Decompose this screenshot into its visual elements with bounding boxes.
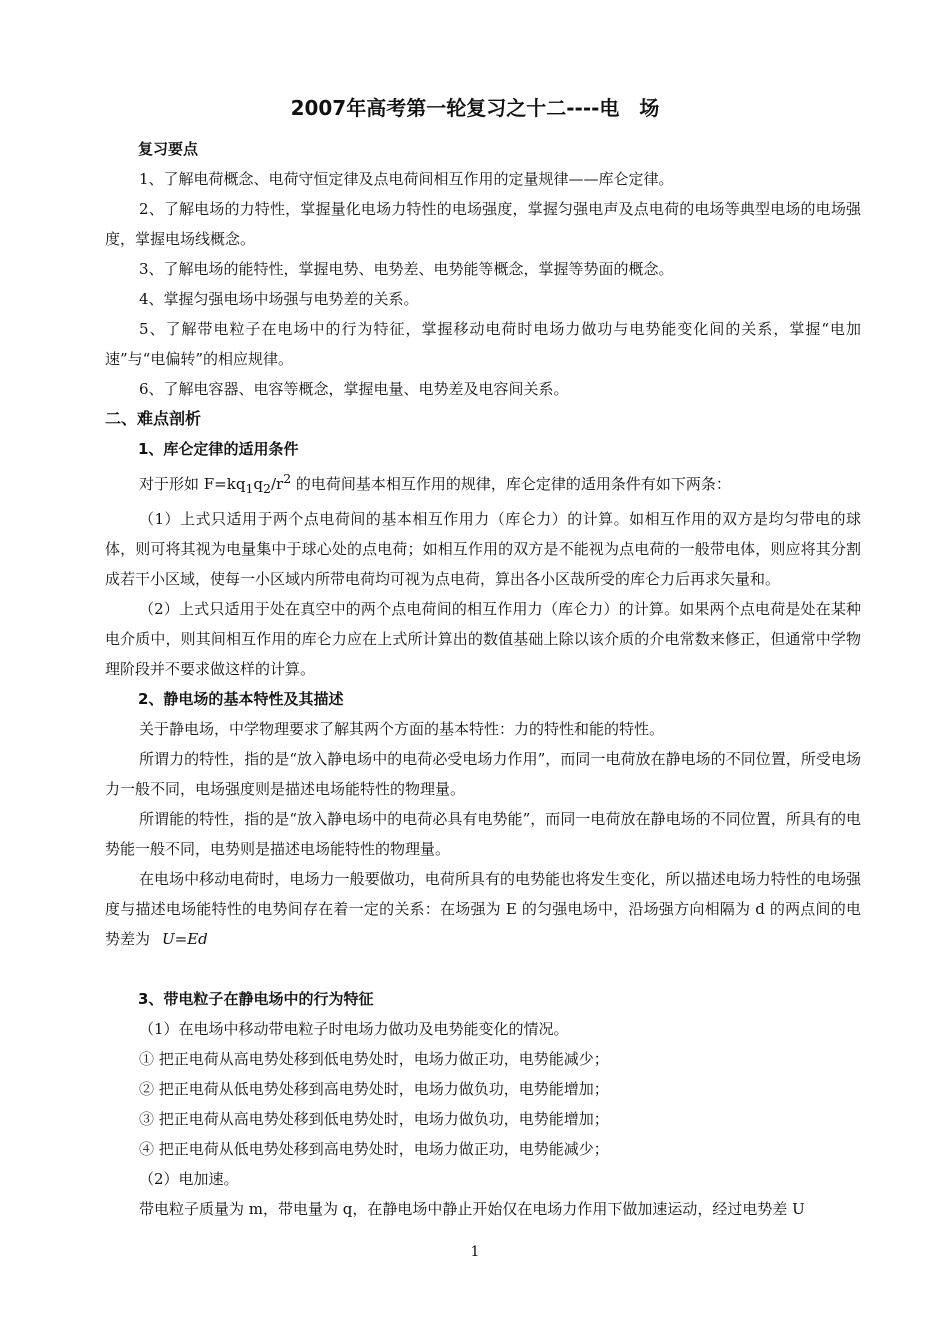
paragraph: （2）电加速。: [139, 1170, 239, 1188]
spacer: [105, 954, 861, 984]
paragraph-text: 在电场中移动电荷时，电场力一般要做功，电荷所具有的电势能也将发生变化，所以描述电场力特性的电场强度与描述电场能特性的电势间存在着一定的关系：在场强为 E 的匀强电场中，沿场强方向相隔为 d 的两点间的电势差为: [105, 870, 861, 948]
paragraph-text: 的电荷间基本相互作用的规律，库仑定律的适用条件有如下两条：: [291, 475, 731, 493]
formula: U=Ed: [162, 930, 208, 948]
review-item: 5、了解带电粒子在电场中的行为特征，掌握移动电荷时电场力做功与电势能变化间的关系，掌握“电加速”与“电偏转”的相应规律。: [105, 320, 861, 368]
list-item: ④ 把正电荷从低电势处移到高电势处时，电场力做正功，电势能减少；: [139, 1140, 609, 1158]
review-item: 6、了解电容器、电容等概念，掌握电量、电势差及电容间关系。: [139, 380, 569, 398]
formula-sub: 1: [245, 481, 254, 496]
paragraph: （1）在电场中移动带电粒子时电场力做功及电势能变化的情况。: [139, 1020, 569, 1038]
review-item: 1、了解电荷概念、电荷守恒定律及点电荷间相互作用的定量规律——库仑定律。: [139, 170, 674, 188]
section-heading: 二、难点剖析: [105, 409, 202, 428]
paragraph: （2）上式只适用于处在真空中的两个点电荷间的相互作用力（库仑力）的计算。如果两个点电荷是处在某种电介质中，则其间相互作用的库仑力应在上式所计算出的数值基础上除以该介质的介电常数来修正，但通常中学物理阶段并不要求做这样的计算。: [105, 600, 861, 678]
formula-text: q: [253, 475, 263, 493]
review-heading: 复习要点: [138, 140, 199, 158]
review-item: 4、掌握匀强电场中场强与电势差的关系。: [139, 290, 419, 308]
subsection-heading: 2、静电场的基本特性及其描述: [138, 690, 344, 708]
page-number: 1: [470, 1244, 480, 1260]
paragraph: （1）上式只适用于两个点电荷间的基本相互作用力（库仑力）的计算。如相互作用的双方是均匀带电的球体，则可将其视为电量集中于球心处的点电荷；如相互作用的双方是不能视为点电荷的一般带电体，则应将其分割成若干小区域，使每一小区域内所带电荷均可视为点电荷，算出各小区哉所受的库仑力后再求矢量和。: [105, 510, 861, 588]
subsection-heading: 1、库仑定律的适用条件: [138, 440, 299, 458]
paragraph: 带电粒子质量为 m，带电量为 q，在静电场中静止开始仅在电场力作用下做加速运动，经过电势差 U: [139, 1200, 805, 1218]
page-title: 2007年高考第一轮复习之十二----电 场: [290, 96, 660, 120]
paragraph: [105, 864, 861, 954]
formula-text: 对于形如 F=kq: [139, 475, 246, 493]
formula-text: /r: [270, 475, 284, 493]
document-body: [105, 134, 861, 1224]
paragraph: 所谓能的特性，指的是“放入静电场中的电荷必具有电势能”，而同一电荷放在静电场的不同位置，所具有的电势能一般不同，电势则是描述电场能特性的物理量。: [105, 810, 861, 858]
list-item: ③ 把正电荷从高电势处移到低电势处时，电场力做负功，电势能增加；: [139, 1110, 609, 1128]
paragraph: 关于静电场，中学物理要求了解其两个方面的基本特性：力的特性和能的特性。: [139, 720, 665, 738]
list-item: ② 把正电荷从低电势处移到高电势处时，电场力做负功，电势能增加；: [139, 1080, 609, 1098]
paragraph: 所谓力的特性，指的是“放入静电场中的电荷必受电场力作用”，而同一电荷放在静电场的不同位置，所受电场力一般不同，电场强度则是描述电场能特性的物理量。: [105, 750, 861, 798]
formula-sup: 2: [283, 471, 292, 486]
subsection-heading: 3、带电粒子在静电场中的行为特征: [138, 990, 374, 1008]
review-item: 2、了解电场的力特性，掌握量化电场力特性的电场强度，掌握匀强电声及点电荷的电场等典型电场的电场强度，掌握电场线概念。: [105, 200, 861, 248]
formula-sub: 2: [263, 481, 271, 496]
paragraph: [105, 464, 861, 504]
review-item: 3、了解电场的能特性，掌握电势、电势差、电势能等概念，掌握等势面的概念。: [139, 260, 674, 278]
list-item: ① 把正电荷从高电势处移到低电势处时，电场力做正功，电势能减少；: [139, 1050, 609, 1068]
